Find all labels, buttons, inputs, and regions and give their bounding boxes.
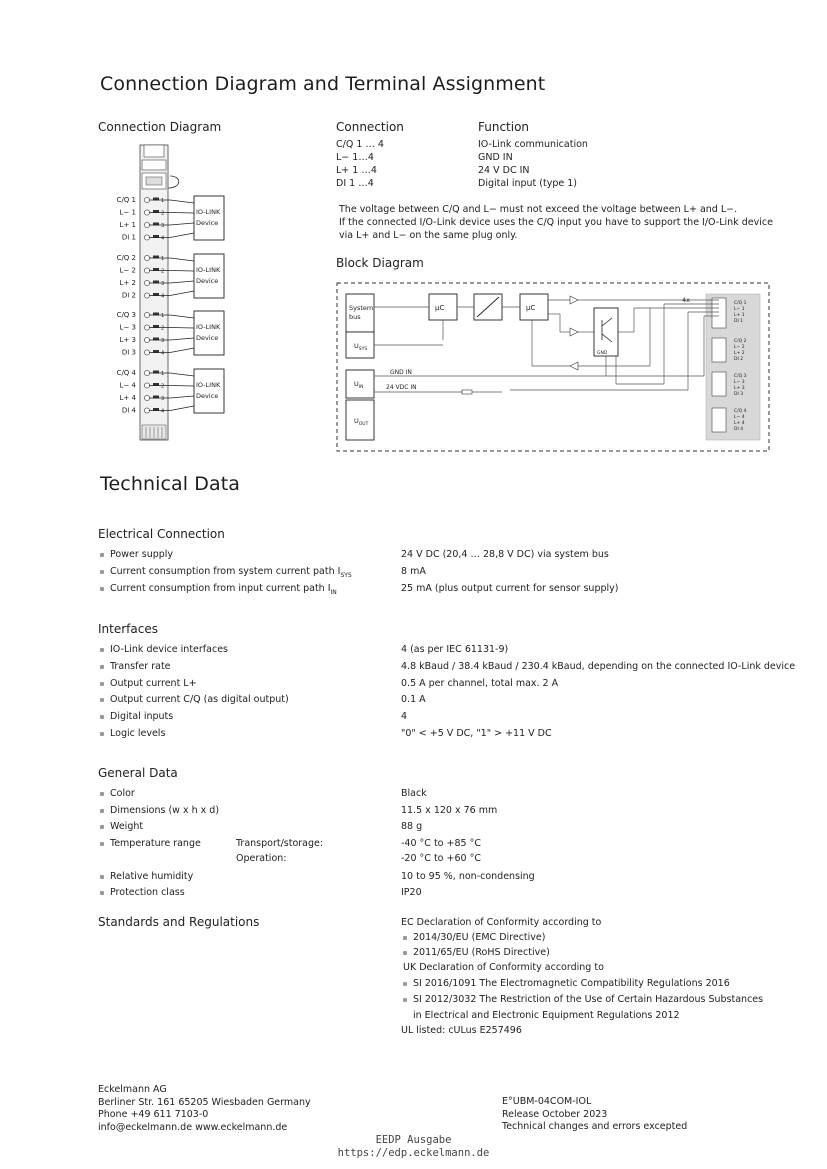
terminal-label: DI 4 <box>121 406 136 415</box>
svg-text:L+ 4: L+ 4 <box>734 421 745 426</box>
terminal-label: C/Q 2 <box>116 254 136 262</box>
pin-number: 2 <box>161 383 165 390</box>
mcu2-label: μC <box>526 304 536 312</box>
interfaces-heading: Interfaces <box>98 622 158 636</box>
bullet <box>100 570 104 574</box>
watermark <box>300 1134 527 1160</box>
ul-listing: UL listed: cULus E257496 <box>401 1025 522 1036</box>
spec-label: Weight <box>110 821 144 832</box>
spec-value: 4 (as per IEC 61131-9) <box>401 644 509 655</box>
terminal-label: C/Q 3 <box>116 311 136 319</box>
terminal-label: L− 1 <box>119 208 136 217</box>
bullet <box>403 982 407 986</box>
col-function-header: Function <box>478 120 530 134</box>
bullet <box>100 732 104 736</box>
spec-label: Digital inputs <box>110 711 174 723</box>
note-line-3: via L+ and L− on the same plug only. <box>339 230 518 241</box>
col-connection-header: Connection <box>336 120 404 134</box>
io-link-device-label: IO-LINK <box>196 381 221 389</box>
watermark-line-2: https://edp.eckelmann.de <box>337 1147 490 1159</box>
disclaimer: Technical changes and errors excepted <box>502 1121 688 1132</box>
terminal-label: C/Q 4 <box>116 369 136 377</box>
company-phone: Phone +49 611 7103-0 <box>98 1109 209 1120</box>
terminal-screw-icon <box>144 395 149 400</box>
connection-diagram <box>100 140 240 445</box>
times-label: 4x <box>682 296 690 304</box>
terminal-label: L+ 2 <box>119 279 136 287</box>
terminal-screw-icon <box>144 337 149 342</box>
io-link-device-label: IO-LINK <box>196 208 221 216</box>
pin-number: 3 <box>161 396 165 402</box>
terminal-label: DI 3 <box>121 348 136 357</box>
ec-item-1: 2014/30/EU (EMC Directive) <box>413 932 546 943</box>
terminal-screw-icon <box>144 197 149 202</box>
spec-value: -20 °C to +60 °C <box>401 852 481 864</box>
bullet <box>403 998 407 1002</box>
terminal-screw-icon <box>144 280 149 285</box>
gnd-label: GND <box>597 351 608 356</box>
release: Release October 2023 <box>502 1108 608 1120</box>
spec-value: -40 °C to +85 °C <box>401 837 481 849</box>
power-supply-value: 24 V DC (20,4 … 28,8 V DC) via system bus <box>401 549 609 560</box>
terminal-screw-icon <box>144 268 149 273</box>
svg-text:C/Q 4: C/Q 4 <box>734 409 747 414</box>
pin-number: 4 <box>161 235 165 242</box>
svg-text:L− 3: L− 3 <box>734 380 745 385</box>
spec-value: Black <box>401 788 427 799</box>
electrical-heading: Electrical Connection <box>98 527 225 541</box>
spec-label: Color <box>110 788 135 799</box>
terminal-label: L+ 3 <box>119 336 136 344</box>
block-diagram <box>334 280 774 456</box>
company-contact: info@eckelmann.de www.eckelmann.de <box>98 1121 288 1133</box>
page-title: Connection Diagram and Terminal Assignment <box>100 73 546 95</box>
terminal-label: L− 4 <box>119 381 136 390</box>
standards-heading: Standards and Regulations <box>98 915 260 929</box>
terminal-screw-icon <box>144 255 149 260</box>
svg-text:L+ 1: L+ 1 <box>734 313 745 318</box>
spec-value: 10 to 95 %, non-condensing <box>401 870 535 882</box>
spec-value: 0.5 A per channel, total max. 2 A <box>401 677 559 689</box>
pin-number: 3 <box>161 338 165 344</box>
current-in-label: Current consumption from input current path $I_{IN}$ <box>110 583 337 596</box>
technical-data-title: Technical Data <box>100 473 241 495</box>
spec-value: "0" < +5 V DC, "1" > +11 V DC <box>401 728 552 739</box>
spec-label: Protection class <box>110 887 185 898</box>
terminal-label: L+ 1 <box>119 221 136 229</box>
bullet <box>100 792 104 796</box>
terminal-connection-2: L− 1…4 <box>336 152 374 163</box>
svg-text:L+ 2: L+ 2 <box>734 351 745 356</box>
footer-left <box>98 1084 311 1134</box>
svg-text:C/Q 1: C/Q 1 <box>734 301 747 306</box>
note-line-2: If the connected I/O-Link device uses the C/Q input you have to support the I/O-Link device <box>339 217 773 228</box>
pin-number: 3 <box>161 281 165 287</box>
terminal-screw-icon <box>144 350 149 355</box>
io-link-device-box <box>194 254 224 298</box>
spec-value: IP20 <box>401 887 422 898</box>
terminal-screw-icon <box>144 370 149 375</box>
terminal-screw-icon <box>144 222 149 227</box>
svg-text:C/Q 2: C/Q 2 <box>734 339 747 344</box>
pin-number: 1 <box>161 371 165 377</box>
io-link-device-box <box>194 369 224 413</box>
pin-number: 1 <box>161 198 165 204</box>
spec-label: Output current L+ <box>110 677 197 689</box>
terminal-screw-icon <box>144 408 149 413</box>
pin-number: 4 <box>161 408 165 415</box>
bullet <box>100 698 104 702</box>
system-bus-label-2: bus <box>349 313 361 321</box>
terminal-screw-icon <box>144 325 149 330</box>
current-sys-label: Current consumption from system current path $I_{SYS}$ <box>110 566 352 579</box>
spec-label: Temperature range <box>110 837 201 849</box>
bullet <box>100 842 104 846</box>
spec-sublabel: Operation: <box>236 852 287 864</box>
pin-number: 2 <box>161 210 165 217</box>
svg-text:C/Q 3: C/Q 3 <box>734 374 747 379</box>
svg-text:DI 3: DI 3 <box>734 392 744 397</box>
terminal-label: DI 2 <box>121 291 136 300</box>
general-heading: General Data <box>98 766 178 780</box>
company-name: Eckelmann AG <box>98 1084 167 1095</box>
spec-value: 4.8 kBaud / 38.4 kBaud / 230.4 kBaud, depending on the connected IO-Link device <box>401 660 796 672</box>
spec-value: 88 g <box>401 821 423 832</box>
ec-heading: EC Declaration of Conformity according to <box>401 917 602 928</box>
terminal-label: L+ 4 <box>119 394 136 402</box>
terminal-label: DI 1 <box>121 233 136 242</box>
uk-item-2-line-2: in Electrical and Electronic Equipment Regulations 2012 <box>413 1010 680 1021</box>
svg-text:L− 1: L− 1 <box>734 307 745 312</box>
spec-sublabel: Transport/storage: <box>236 837 324 849</box>
pin-number: 3 <box>161 223 165 229</box>
gnd-in-label: GND IN <box>390 369 412 376</box>
bullet <box>403 951 407 955</box>
spec-label: Output current C/Q (as digital output) <box>110 694 289 706</box>
terminal-connection-3: L+ 1 …4 <box>336 165 377 176</box>
io-link-device-label: IO-LINK <box>196 323 221 331</box>
pin-number: 1 <box>161 313 165 319</box>
ec-item-2: 2011/65/EU (RoHS Directive) <box>413 947 550 958</box>
watermark-line-1: EEDP Ausgabe <box>375 1134 452 1146</box>
bullet <box>100 682 104 686</box>
svg-text:L− 2: L− 2 <box>734 345 745 350</box>
io-link-device-label: Device <box>196 334 219 342</box>
spec-label: IO-Link device interfaces <box>110 644 228 655</box>
terminal-function-2: GND IN <box>478 152 513 163</box>
pin-number: 4 <box>161 293 165 300</box>
uk-item-2-line-1: SI 2012/3032 The Restriction of the Use of Certain Hazardous Substances <box>413 994 764 1005</box>
spec-label: Logic levels <box>110 728 166 739</box>
terminal-label: L− 3 <box>119 323 136 332</box>
spec-label: Relative humidity <box>110 870 194 882</box>
terminal-function-3: 24 V DC IN <box>478 165 530 176</box>
io-link-device-box <box>194 311 224 355</box>
current-in-value: 25 mA (plus output current for sensor supply) <box>401 583 619 594</box>
connection-diagram-heading: Connection Diagram <box>98 120 222 134</box>
pin-number: 4 <box>161 350 165 357</box>
io-link-device-box <box>194 196 224 240</box>
uout-label: $U_{OUT}$ <box>354 417 369 427</box>
footer-right <box>502 1096 687 1134</box>
spec-label: Dimensions (w x h x d) <box>110 804 220 816</box>
spec-value: 0.1 A <box>401 694 426 706</box>
bullet <box>403 936 407 940</box>
power-supply-label: Power supply <box>110 549 174 560</box>
svg-text:DI 4: DI 4 <box>734 427 744 432</box>
block-diagram-heading: Block Diagram <box>336 256 424 270</box>
bullet <box>100 875 104 879</box>
company-address: Berliner Str. 161 65205 Wiesbaden Germany <box>98 1096 311 1108</box>
bullet <box>100 587 104 591</box>
doc-id: E°UBM-04COM-IOL <box>502 1096 592 1107</box>
bullet <box>100 809 104 813</box>
terminal-function-4: Digital input (type 1) <box>478 178 577 189</box>
svg-text:DI 1: DI 1 <box>734 319 744 324</box>
pin-number: 1 <box>161 256 165 262</box>
bullet <box>100 715 104 719</box>
spec-value: 11.5 x 120 x 76 mm <box>401 804 498 816</box>
terminal-label: C/Q 1 <box>116 196 136 204</box>
spec-value: 4 <box>401 711 408 723</box>
io-link-device-label: Device <box>196 219 219 227</box>
terminal-screw-icon <box>144 383 149 388</box>
mcu1-label: μC <box>435 304 445 312</box>
pin-number: 2 <box>161 268 165 275</box>
bullet <box>100 665 104 669</box>
uk-heading: UK Declaration of Conformity according to <box>403 962 604 973</box>
pin-number: 2 <box>161 325 165 332</box>
bullet <box>100 891 104 895</box>
usys-label: $U_{SYS}$ <box>354 342 368 352</box>
terminal-screw-icon <box>144 293 149 298</box>
bullet <box>100 648 104 652</box>
current-sys-value: 8 mA <box>401 566 426 577</box>
spec-label: Transfer rate <box>110 660 171 672</box>
uin-label: $U_{IN}$ <box>354 380 364 390</box>
bullet <box>100 825 104 829</box>
io-link-device-label: Device <box>196 392 219 400</box>
vdc-in-label: 24 VDC IN <box>386 384 417 391</box>
svg-text:L+ 3: L+ 3 <box>734 386 745 391</box>
terminal-function-1: IO-Link communication <box>478 139 588 150</box>
io-link-device-label: IO-LINK <box>196 266 221 274</box>
note-line-1: The voltage between C/Q and L− must not exceed the voltage between L+ and L−. <box>339 204 738 215</box>
bullet <box>100 553 104 557</box>
svg-text:L− 4: L− 4 <box>734 415 745 420</box>
system-bus-label-1: System <box>349 304 374 312</box>
svg-text:DI 2: DI 2 <box>734 357 744 362</box>
terminal-label: L− 2 <box>119 266 136 275</box>
terminal-connection-4: DI 1 …4 <box>336 178 374 189</box>
uk-item-1: SI 2016/1091 The Electromagnetic Compatibility Regulations 2016 <box>413 978 730 989</box>
terminal-screw-icon <box>144 235 149 240</box>
io-link-device-label: Device <box>196 277 219 285</box>
terminal-connection-1: C/Q 1 … 4 <box>336 139 384 150</box>
terminal-screw-icon <box>144 210 149 215</box>
terminal-screw-icon <box>144 312 149 317</box>
